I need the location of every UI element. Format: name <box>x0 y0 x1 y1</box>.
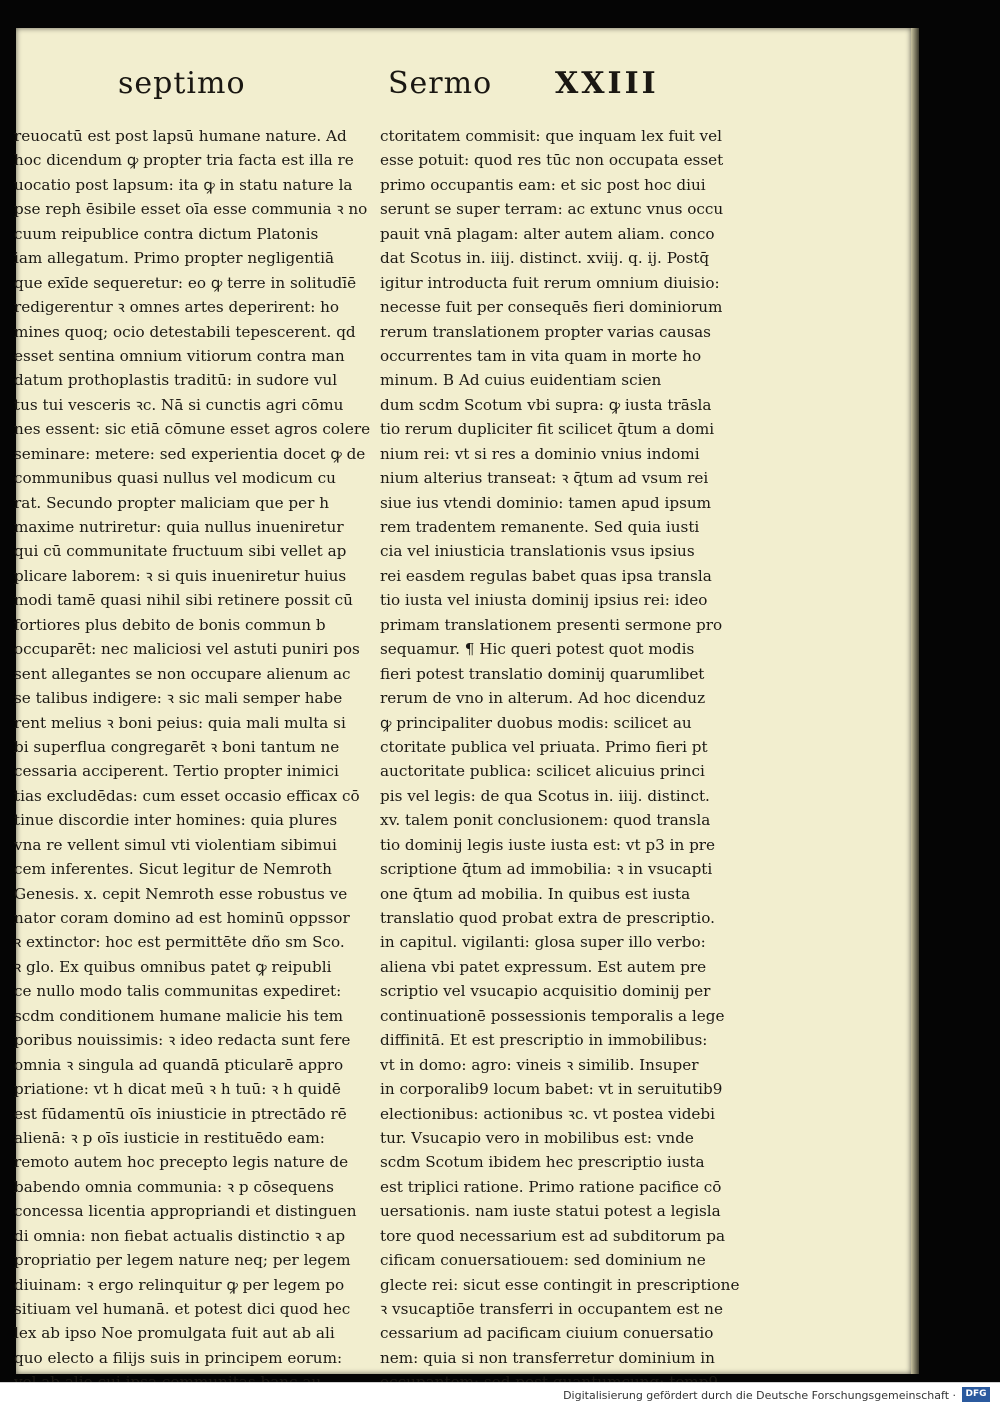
text-line: scdm Scotum ibidem hec prescriptio iusta <box>380 1153 705 1172</box>
text-line: nium rei: vt si res a dominio vnius indomi <box>380 444 700 463</box>
text-line: ꝙ principaliter duobus modis: scilicet au <box>380 713 692 732</box>
running-head-left: septimo <box>118 66 246 101</box>
text-line: scriptione q̄tum ad immobilia: ꝛ in vsucapti <box>380 860 713 879</box>
text-line: pis vel legis: de qua Scotus in. iiij. distinct. <box>380 786 710 805</box>
text-line: nem: quia si non transferretur dominium in <box>380 1348 715 1367</box>
text-line: alienā: ꝛ p oīs iusticie in restituēdo eam: <box>14 1128 325 1147</box>
text-line: ctoritate publica vel priuata. Primo fieri pt <box>380 737 708 756</box>
text-line: communibus quasi nullus vel modicum cu <box>14 469 336 488</box>
text-line: cuum reipublice contra dictum Platonis <box>14 224 319 243</box>
text-line: reuocatū est post lapsū humane nature. Ad <box>14 127 347 145</box>
text-line: auctoritate publica: scilicet alicuius princi <box>380 762 705 781</box>
text-line: fieri potest translatio dominij quarumlibet <box>380 664 705 683</box>
text-line: nes essent: sic etiā cōmune esset agros colere <box>14 420 371 439</box>
text-line: bi superflua congregarēt ꝛ boni tantum ne <box>14 737 340 756</box>
text-line: priatione: vt h dicat meū ꝛ h tuū: ꝛ h quidē <box>14 1080 341 1099</box>
text-line: est fūdamentū oīs iniusticie in ptrectādo rē <box>14 1104 347 1123</box>
text-line: vt in domo: agro: vineis ꝛ similib. Insuper <box>380 1055 699 1074</box>
text-line: diuinam: ꝛ ergo relinquitur ꝙ per legem po <box>14 1275 345 1294</box>
text-line: igitur introducta fuit rerum omnium diuisio: <box>380 273 720 292</box>
text-line: esse potuit: quod res tūc non occupata esset <box>380 151 724 170</box>
text-line: tias excludēdas: cum esset occasio efficax cō <box>14 786 360 805</box>
text-line: diffinitā. Et est prescriptio in immobilibus: <box>380 1031 708 1050</box>
text-line: qui cū communitate fructuum sibi vellet ap <box>14 542 347 561</box>
text-line: scriptio vel vsucapio acquisitio dominij per <box>380 982 711 1001</box>
text-line: tio rerum dupliciter fit scilicet q̄tum a domi <box>380 420 715 439</box>
text-line: rem tradentem remanente. Sed quia iusti <box>380 518 700 536</box>
right-text-column <box>380 124 755 1395</box>
text-line: remoto autem hoc precepto legis nature de <box>14 1153 349 1172</box>
text-line: one q̄tum ad mobilia. In quibus est iusta <box>380 884 691 903</box>
text-line: in capitul. vigilanti: glosa super illo verbo: <box>380 933 706 952</box>
funding-notice: Digitalisierung gefördert durch die Deutsche Forschungsgemeinschaft · <box>563 1389 956 1402</box>
text-line: nator coram domino ad est hominū oppssor <box>14 909 350 927</box>
dfg-logo: DFG <box>962 1387 990 1402</box>
text-line: iam allegatum. Primo propter negligentiā <box>14 249 335 268</box>
text-line: tio iusta vel iniusta dominij ipsius rei: ideo <box>380 591 708 610</box>
text-line: maxime nutriretur: quia nullus inueniretur <box>14 518 344 536</box>
text-line: rerum translationem propter varias causas <box>380 322 711 341</box>
text-line: cessarium ad pacificam ciuium conuersatio <box>380 1324 714 1343</box>
text-line: tur. Vsucapio vero in mobilibus est: vnde <box>380 1128 694 1147</box>
text-line: primam translationem presenti sermone pro <box>380 615 723 634</box>
text-line: uersationis. nam iuste statui potest a legisla <box>380 1202 721 1221</box>
text-line: di omnia: non fiebat actualis distinctio ꝛ ap <box>14 1226 346 1245</box>
text-line: necesse fuit per consequēs fieri dominiorum <box>380 298 723 317</box>
text-line: modi tamē quasi nihil sibi retinere possit cū <box>14 591 353 610</box>
text-line: se talibus indigere: ꝛ sic mali semper habe <box>14 689 343 708</box>
text-line: dum scdm Scotum vbi supra: ꝙ iusta trāsla <box>380 395 712 414</box>
left-text-column <box>14 124 389 1395</box>
text-line: Genesis. x. cepit Nemroth esse robustus ve <box>14 884 348 903</box>
text-line: cem inferentes. Sicut legitur de Nemroth <box>14 860 332 879</box>
text-line: electionibus: actionibus ꝛc. vt postea videbi <box>380 1104 715 1123</box>
text-line: rat. Secundo propter maliciam que per h <box>14 493 329 512</box>
text-line: poribus nouissimis: ꝛ ideo redacta sunt fere <box>14 1031 351 1050</box>
text-line: tio dominij legis iuste iusta est: vt p3 in pre <box>380 835 716 854</box>
text-line: uocatio post lapsum: ita ꝙ in statu nature la <box>14 175 353 194</box>
text-line: cessaria acciperent. Tertio propter inimici <box>14 762 339 781</box>
text-line: siue ius vtendi dominio: tamen apud ipsum <box>380 493 712 512</box>
text-line: ce nullo modo talis communitas expediret: <box>14 982 342 1001</box>
text-line: redigerentur ꝛ omnes artes deperirent: ho <box>14 298 340 317</box>
text-line: in corporalib9 locum babet: vt in seruitutib9 <box>380 1080 723 1099</box>
text-line: vna re vellent simul vti violentiam sibimui <box>14 835 337 854</box>
text-line: datum prothoplastis traditū: in sudore vul <box>14 371 338 390</box>
text-line: sitiuam vel humanā. et potest dici quod hec <box>14 1300 351 1318</box>
text-line: glecte rei: sicut esse contingit in prescriptione <box>380 1275 740 1294</box>
text-line: que exīde sequeretur: eo ꝙ terre in solitudīē <box>14 273 357 292</box>
text-line: cificam conuersatiouem: sed dominium ne <box>380 1251 706 1270</box>
text-line: cia vel iniusticia translationis vsus ipsius <box>380 542 695 561</box>
text-line: seminare: metere: sed experientia docet ꝙ de <box>14 444 366 463</box>
running-head-center: Sermo <box>388 66 493 101</box>
text-line: esset sentina omnium vitiorum contra man <box>14 346 345 365</box>
text-line: pauit vnā plagam: alter autem aliam. conco <box>380 224 715 243</box>
text-line: ꝛ vsucaptiōe transferri in occupantem est ne <box>380 1300 723 1318</box>
text-line: lex ab ipso Noe promulgata fuit aut ab ali <box>14 1324 335 1343</box>
text-line: ꝛ extinctor: hoc est permittēte dño sm Sco. <box>14 933 345 952</box>
text-line: rerum de vno in alterum. Ad hoc dicenduz <box>380 689 706 708</box>
text-line: dat Scotus in. iiij. distinct. xviij. q. ij. Postq̄ <box>380 249 710 268</box>
text-line: xv. talem ponit conclusionem: quod transla <box>380 811 711 830</box>
text-line: hoc dicendum ꝙ propter tria facta est illa re <box>14 151 354 170</box>
text-line: scdm conditionem humane malicie his tem <box>14 1006 344 1025</box>
text-line: aliena vbi patet expressum. Est autem pre <box>380 957 707 976</box>
text-line: occuparēt: nec maliciosi vel astuti puniri pos <box>14 640 360 659</box>
text-line: nium alterius transeat: ꝛ q̄tum ad vsum rei <box>380 469 709 488</box>
text-line: minum. B Ad cuius euidentiam scien <box>380 371 662 390</box>
text-line: propriatio per legem nature neq; per legem <box>14 1251 351 1270</box>
text-line: continuationē possessionis temporalis a lege <box>380 1006 725 1025</box>
text-line: ꝛ glo. Ex quibus omnibus patet ꝙ reipubli <box>14 957 332 976</box>
footer-bar <box>0 1382 1000 1408</box>
text-line: tus tui vesceris ꝛc. Nā si cunctis agri cōmu <box>14 395 344 414</box>
text-line: omnia ꝛ singula ad quandā pticularē appro <box>14 1055 344 1074</box>
text-line: plicare laborem: ꝛ si quis inueniretur huius <box>14 566 347 585</box>
text-line: babendo omnia communia: ꝛ p cōsequens <box>14 1177 334 1196</box>
text-line: concessa licentia appropriandi et distinguen <box>14 1202 357 1221</box>
text-line: rent melius ꝛ boni peius: quia mali multa si <box>14 713 346 732</box>
text-line: mines quoq; ocio detestabili tepescerent. qd <box>14 322 356 341</box>
text-line: est triplici ratione. Primo ratione pacifice cō <box>380 1177 722 1196</box>
text-line: translatio quod probat extra de prescriptio. <box>380 909 715 927</box>
text-line: ctoritatem commisit: que inquam lex fuit vel <box>380 127 722 145</box>
text-line: quo electo a filijs suis in principem eorum: <box>14 1348 343 1367</box>
text-line: fortiores plus debito de bonis commun b <box>14 615 326 634</box>
text-line: sent allegantes se non occupare alienum ac <box>14 664 351 683</box>
text-line: serunt se super terram: ac extunc vnus occu <box>380 200 724 219</box>
text-line: rei easdem regulas babet quas ipsa transla <box>380 566 712 585</box>
text-line: pse reph ēsibile esset oīa esse communia ꝛ no <box>14 200 368 219</box>
page-edge <box>911 28 919 1374</box>
text-line: occurrentes tam in vita quam in morte ho <box>380 346 702 365</box>
text-line: primo occupantis eam: et sic post hoc diui <box>380 175 706 194</box>
text-line: tinue discordie inter homines: quia plures <box>14 811 338 830</box>
text-line: sequamur. ¶ Hic queri potest quot modis <box>380 640 695 659</box>
text-line: tore quod necessarium est ad subditorum pa <box>380 1226 726 1245</box>
running-head-folio: XXIII <box>555 66 659 101</box>
